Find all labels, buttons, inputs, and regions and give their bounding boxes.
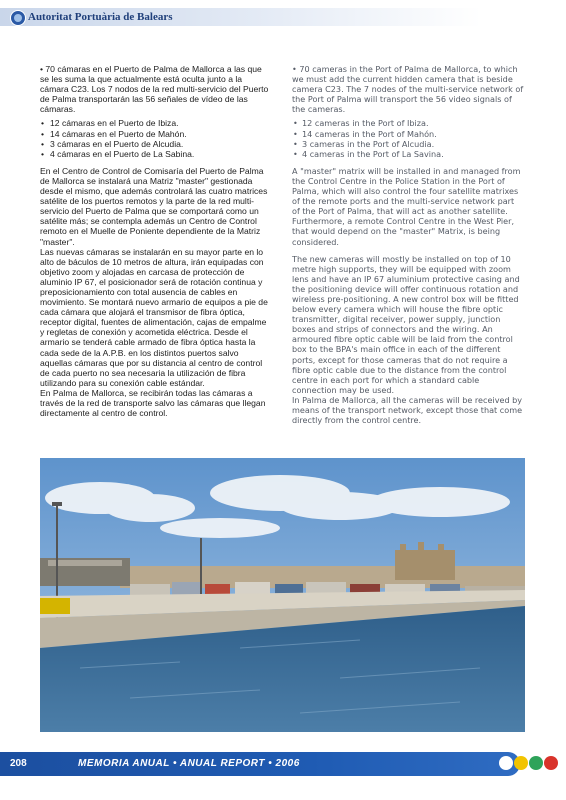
list-item: • 3 cameras in the Port of Alcudia. <box>292 139 524 149</box>
spanish-paragraph-cameras: Las nuevas cámaras se instalarán en su mayor parte en lo alto de báculos de 10 metros de altura, irán equipadas con objetivo zoom y alojadas en carcasa de protección de aluminio IP 67, el posicionador será de rotación continua y preposicionamiento con total ausencia de cables en movimiento. Se montará nuevo armario de equipos a pie de cada cámara que alojará el transmisor de fibra óptica, receptor digital, fuentes de alimentación, cajas de empalme y regletas de conexión y acometida eléctrica. Desde el armario se tenderá cable armado de fibra óptica hasta la cada sede de la A.P.B. en los distintos puertos salvo aquellas cámaras que por su distancia al centro de control de cada puerto no sea necesaria la utilización de fibra utilizando para su conexión cable estándar. <box>40 246 268 388</box>
list-item: • 4 cámaras en el Puerto de La Sabina. <box>40 149 272 159</box>
organization-name: Autoritat Portuària de Balears <box>28 11 173 23</box>
page-footer <box>0 752 566 776</box>
spanish-column <box>40 64 272 418</box>
list-item: • 3 cámaras en el Puerto de Alcudia. <box>40 139 272 149</box>
english-column <box>292 64 524 425</box>
page-number: 208 <box>10 758 27 769</box>
list-item: • 4 cameras in the Port of La Savina. <box>292 149 524 159</box>
spanish-paragraph-master-matrix: En el Centro de Control de Comisaría del Puerto de Palma de Mallorca se instalará una Matriz "master" gestionada desde el mismo, que además controlará las cuatro matrices satélite de los puertos remotos y la parte de la red multi-servicio del Puerto de Palma que se comportará como un satélite más; se contempla además un Centro de Control remoto en el Muelle de Poniente dependiente de la Matriz "master". <box>40 165 268 247</box>
white-dot-icon <box>499 756 513 770</box>
spanish-intro: • 70 cámaras en el Puerto de Palma de Mallorca a las que se les suma la que actualmente está oculta junto a la cámara C23. Los 7 nodos de la red multi-servicio del Puerto de Palma transportarán las 56 señales de vídeo de las cámaras. <box>40 64 269 115</box>
english-paragraph-cameras: The new cameras will mostly be installed on top of 10 metre high supports, they will be equipped with zoom lens and have an IP 67 aluminium protective casing and the positioning device will offer continuous rotation and wireless pre-positioning. A new control box will be fitted below every camera which will house the fibre optic transmitter, digital receiver, power supply, junction boxes and strips of connectors and the wiring. An armoured fibre optic cable will be laid from the control box to the BPA's main office in each of the different ports, except for those cameras that do not require a fibre optic cable due to the distance from the control centre in each port for which a standard cable connection may be used. <box>292 253 520 395</box>
yellow-dot-icon <box>514 756 528 770</box>
spanish-paragraph-palma: En Palma de Mallorca, se recibirán todas las cámaras a través de la red de transporte salvo las cámaras que llegan directamente al centro de control. <box>40 387 266 419</box>
report-title: MEMORIA ANUAL • ANUAL REPORT • 2006 <box>78 758 300 769</box>
english-paragraph-master-matrix: A "master" matrix will be installed in and managed from the Control Centre in the Police Station in the Port of Palma, which will also control the four satellite matrixes of the remote ports and the multi-service network part of the Port of Palma, that will act as another satellite. Furthermore, a remote Control Centre in the West Pier, that would depend on the "master" Matrix, is being considered. <box>292 165 521 247</box>
spanish-port-list <box>40 118 272 158</box>
list-item: • 14 cámaras en el Puerto de Mahón. <box>40 129 272 139</box>
list-item: • 12 cámaras en el Puerto de Ibiza. <box>40 118 272 128</box>
list-item: • 14 cameras in the Port of Mahón. <box>292 129 524 139</box>
list-item: • 12 cameras in the Port of Ibiza. <box>292 118 524 128</box>
harbour-photo <box>40 458 525 732</box>
port-authority-logo-icon <box>10 10 26 26</box>
footer-dots <box>498 756 558 775</box>
english-paragraph-palma: In Palma de Mallorca, all the cameras will be received by means of the transport network, except those that come directly from the control centre. <box>292 394 523 426</box>
page-header <box>0 0 566 36</box>
harbour-photo-illustration <box>40 458 525 732</box>
green-dot-icon <box>529 756 543 770</box>
english-intro: • 70 cameras in the Port of Palma de Mallorca, to which we must add the current hidden camera that is beside camera C23. The 7 nodes of the multi-service network of the Port of Palma will transport the 56 video signals of the cameras. <box>292 64 524 115</box>
english-port-list <box>292 118 524 158</box>
red-dot-icon <box>544 756 558 770</box>
